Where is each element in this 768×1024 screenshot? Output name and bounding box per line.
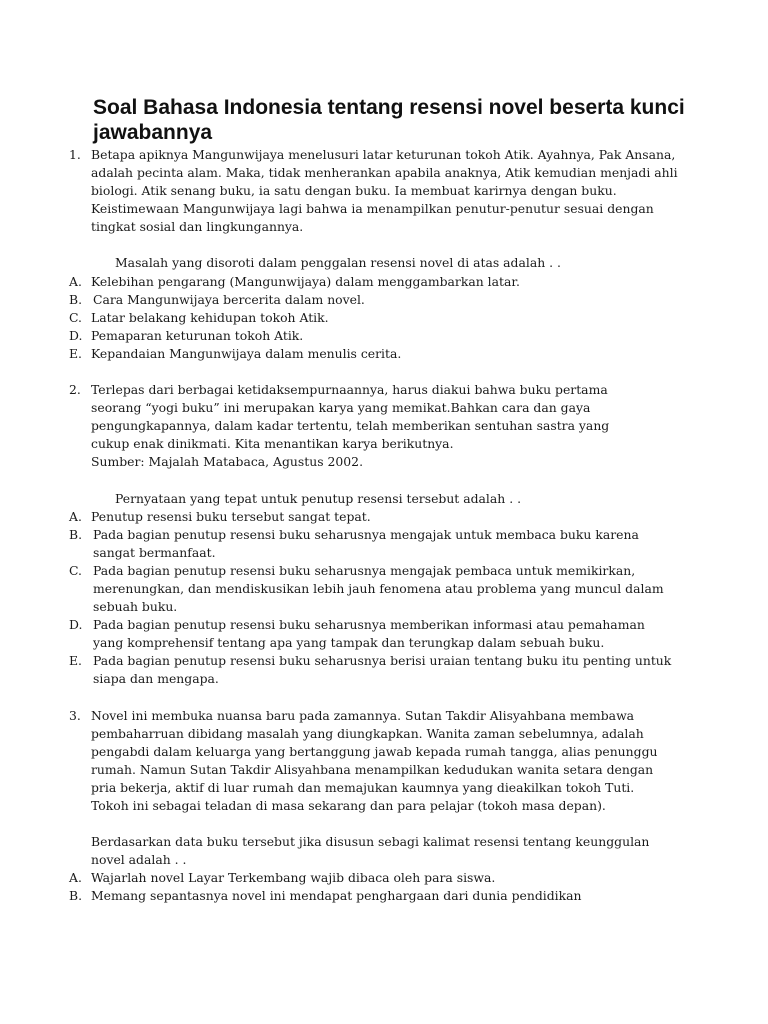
document-body xyxy=(0,146,768,905)
option-text: Wajarlah novel Layar Terkembang wajib dibaca oleh para siswa. xyxy=(91,870,496,886)
option-text: Memang sepantasnya novel ini mendapat penghargaan dari dunia pendidikan xyxy=(91,888,582,904)
answer-option xyxy=(0,327,768,345)
question-passage: Betapa apiknya Mangunwijaya menelusuri latar keturunan tokoh Atik. Ayahnya, Pak Ansana, adalah pecinta alam. Maka, tidak menherankan apabila anaknya, Atik kemudian menjadi ahli biologi. Atik senang buku, ia satu dengan buku. Ia membuat karirnya dengan buku. Keistimewaan Mangunwijaya lagi bahwa ia menampilkan penutur-penutur sesuai dengan tingkat sosial dan lingkungannya. xyxy=(91,147,678,235)
answer-option xyxy=(0,526,768,562)
answer-option xyxy=(0,562,768,616)
answer-option xyxy=(0,508,768,526)
option-letter: B. xyxy=(69,888,83,904)
option-letter: C. xyxy=(69,562,82,578)
option-letter: D. xyxy=(69,617,83,633)
question-number: 2. xyxy=(69,382,81,398)
option-letter: D. xyxy=(69,327,83,343)
option-letter: A. xyxy=(69,508,82,524)
option-text: Pada bagian penutup resensi buku seharusnya mengajak pembaca untuk memikirkan, merenungkan, dan mendiskusikan lebih jauh fenomena atau problema yang muncul dalam sebuah buku. xyxy=(93,562,664,615)
option-text: Penutup resensi buku tersebut sangat tepat. xyxy=(91,508,371,524)
option-letter: C. xyxy=(69,309,82,325)
option-letter: A. xyxy=(69,870,82,886)
answer-options xyxy=(0,273,768,363)
spacer xyxy=(0,689,768,707)
question-prompt: Masalah yang disoroti dalam penggalan resensi novel di atas adalah . . xyxy=(115,255,561,271)
option-letter: E. xyxy=(69,345,82,361)
page-title: Soal Bahasa Indonesia tentang resensi novel beserta kunci jawabannya xyxy=(93,96,685,144)
question-2 xyxy=(0,381,768,471)
answer-option xyxy=(0,616,768,652)
option-text: Pada bagian penutup resensi buku seharusnya berisi uraian tentang buku itu penting untuk siapa dan mengapa. xyxy=(93,653,672,687)
answer-option xyxy=(0,273,768,291)
question-prompt: Berdasarkan data buku tersebut jika disusun sebagi kalimat resensi tentang keunggulan novel adalah . . xyxy=(91,834,650,868)
question-prompt: Pernyataan yang tepat untuk penutup resensi tersebut adalah . . xyxy=(115,490,522,506)
option-letter: B. xyxy=(69,291,83,307)
answer-option xyxy=(0,309,768,327)
answer-options xyxy=(0,869,768,905)
question-number: 3. xyxy=(69,707,81,723)
option-text: Pada bagian penutup resensi buku seharusnya memberikan informasi atau pemahaman yang komprehensif tentang apa yang tampak dan terungkap dalam sebuah buku. xyxy=(93,617,645,651)
question-number: 1. xyxy=(69,147,81,162)
question-passage: Terlepas dari berbagai ketidaksempurnaannya, harus diakui bahwa buku pertama seorang “yogi buku” ini merupakan karya yang memikat.Bahkan cara dan gaya pengungkapannya, dalam kadar tertentu, telah memberikan sentuhan sastra yang cukup enak dinikmati. Kita menantikan karya berikutnya. Sumber: Majalah Matabaca, Agustus 2002. xyxy=(91,382,610,470)
question-3 xyxy=(0,707,768,816)
option-text: Pemaparan keturunan tokoh Atik. xyxy=(91,327,304,343)
option-letter: B. xyxy=(69,526,83,542)
option-letter: E. xyxy=(69,653,82,669)
option-letter: A. xyxy=(69,273,82,289)
question-passage: Novel ini membuka nuansa baru pada zamannya. Sutan Takdir Alisyahbana membawa pembaharruan dibidang masalah yang diungkapkan. Wanita zaman sebelumnya, adalah pengabdi dalam keluarga yang bertanggung jawab kepada rumah tangga, alias penunggu rumah. Namun Sutan Takdir Alisyahbana menampilkan kedudukan wanita setara dengan pria bekerja, aktif di luar rumah dan memajukan kaumnya yang dieakilkan tokoh Tuti. Tokoh ini sebagai teladan di masa sekarang dan para pelajar (tokoh masa depan). xyxy=(91,707,658,813)
option-text: Cara Mangunwijaya bercerita dalam novel. xyxy=(93,291,365,307)
question-1 xyxy=(0,146,768,236)
option-text: Pada bagian penutup resensi buku seharusnya mengajak untuk membaca buku karena sangat bermanfaat. xyxy=(93,526,639,560)
answer-option xyxy=(0,869,768,887)
spacer xyxy=(0,363,768,381)
answer-options xyxy=(0,508,768,689)
option-text: Kelebihan pengarang (Mangunwijaya) dalam menggambarkan latar. xyxy=(91,273,520,289)
answer-option xyxy=(0,291,768,309)
option-text: Kepandaian Mangunwijaya dalam menulis cerita. xyxy=(91,345,402,361)
answer-option xyxy=(0,887,768,905)
answer-option xyxy=(0,652,768,688)
option-text: Latar belakang kehidupan tokoh Atik. xyxy=(91,309,329,325)
answer-option xyxy=(0,345,768,363)
